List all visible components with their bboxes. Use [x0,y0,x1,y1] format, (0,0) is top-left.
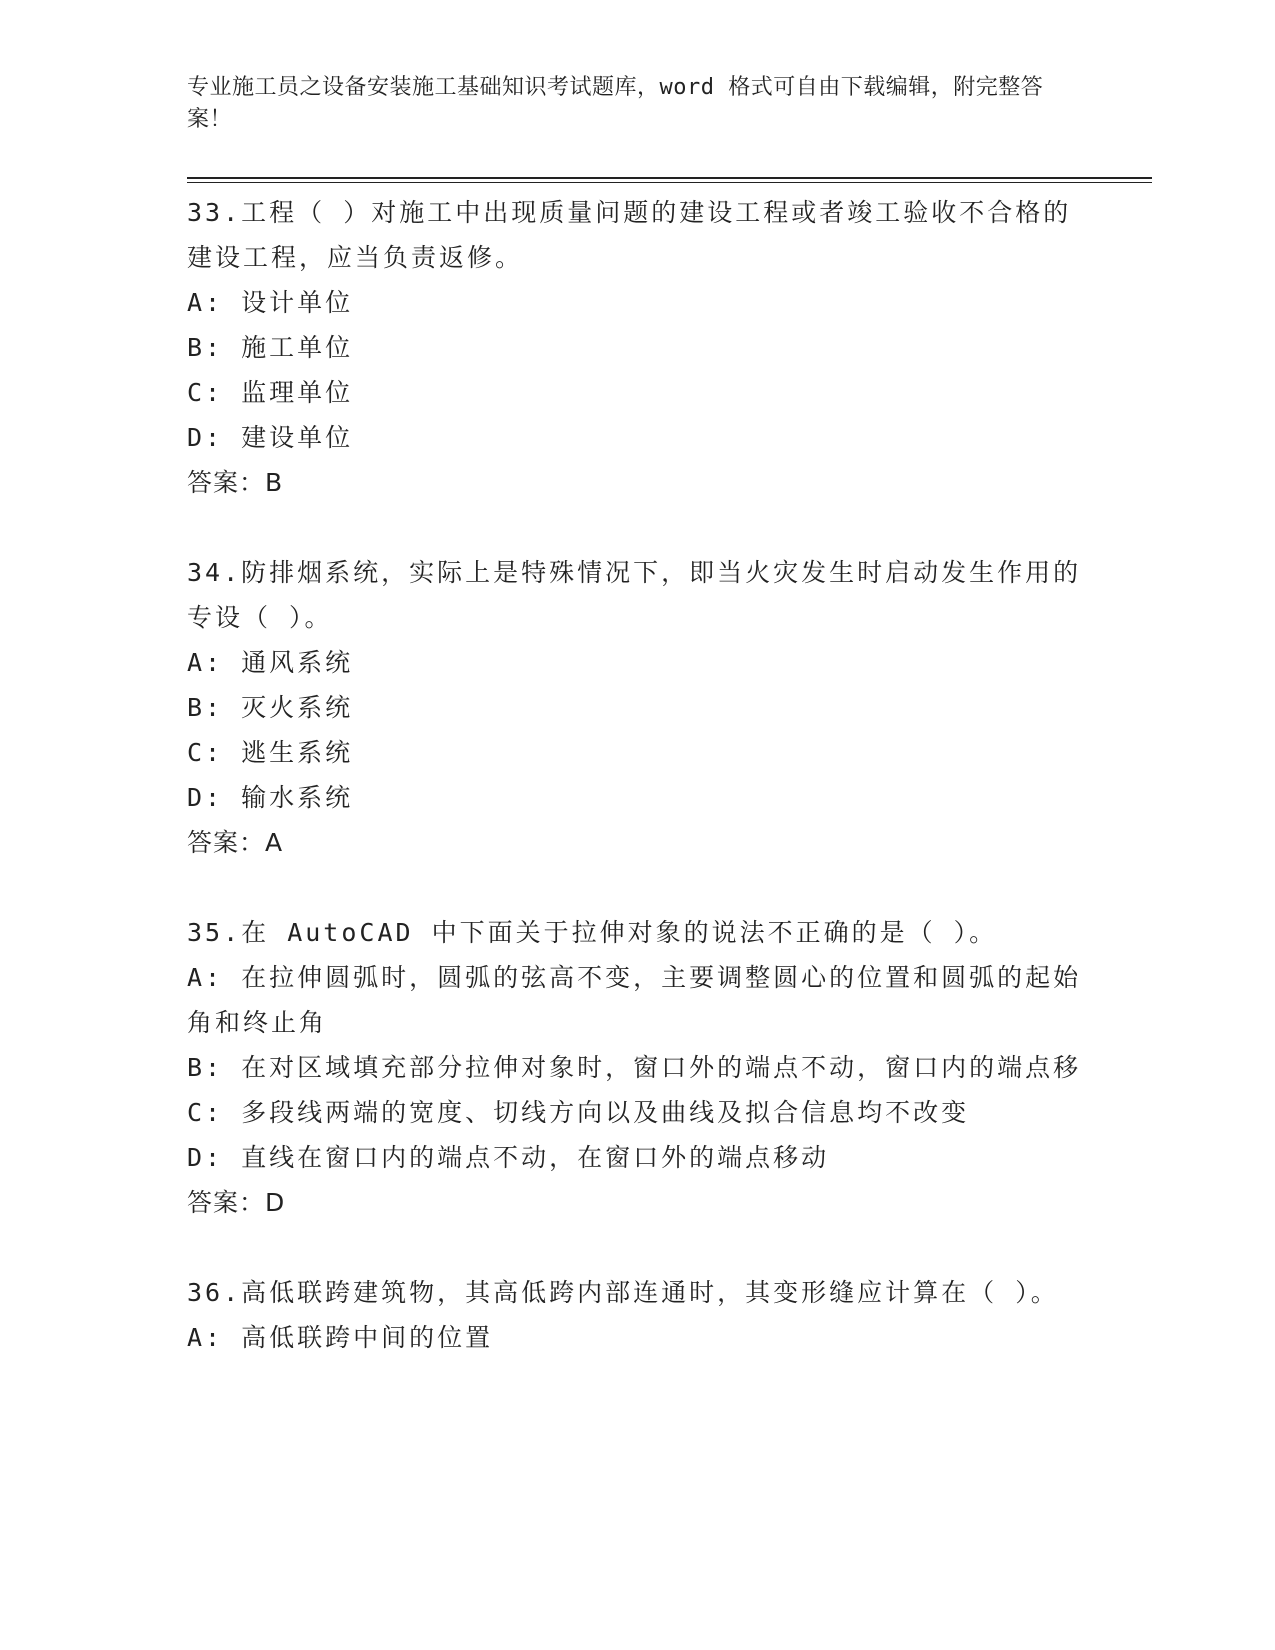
option-b: B: 灭火系统 [187,693,354,722]
question-list [187,190,1087,1360]
option-a: A: 高低联跨中间的位置 [187,1323,494,1352]
option-b: B: 在对区域填充部分拉伸对象时，窗口外的端点不动，窗口内的端点移 [187,1053,1082,1082]
header-rule-thin [187,182,1152,183]
question-text: 35.在 AutoCAD 中下面关于拉伸对象的说法不正确的是（ ）。 [187,918,998,947]
question-text: 34.防排烟系统，实际上是特殊情况下，即当火灾发生时启动发生作用的专设（ ）。 [187,558,1082,632]
document-header: 专业施工员之设备安装施工基础知识考试题库，word 格式可自由下载编辑，附完整答案！ [187,75,1044,132]
question-34 [187,550,1087,865]
option-a: A: 通风系统 [187,648,354,677]
answer: 答案：B [187,468,284,497]
option-d: D: 建设单位 [187,423,354,452]
option-c: C: 多段线两端的宽度、切线方向以及曲线及拟合信息均不改变 [187,1098,970,1127]
option-c: C: 监理单位 [187,378,354,407]
answer: 答案：D [187,1188,286,1217]
option-d: D: 输水系统 [187,783,354,812]
answer: 答案：A [187,828,284,857]
question-33 [187,190,1087,505]
question-text: 33.工程（ ）对施工中出现质量问题的建设工程或者竣工验收不合格的建设工程，应当负责返修。 [187,198,1072,272]
option-b: B: 施工单位 [187,333,354,362]
option-a: A: 设计单位 [187,288,354,317]
option-d: D: 直线在窗口内的端点不动，在窗口外的端点移动 [187,1143,830,1172]
question-35 [187,910,1087,1225]
option-c: C: 逃生系统 [187,738,354,767]
question-36 [187,1270,1087,1360]
option-a: A: 在拉伸圆弧时，圆弧的弦高不变，主要调整圆心的位置和圆弧的起始角和终止角 [187,963,1082,1037]
header-rule-thick [187,177,1152,179]
question-text: 36.高低联跨建筑物，其高低跨内部连通时，其变形缝应计算在（ ）。 [187,1278,1059,1307]
